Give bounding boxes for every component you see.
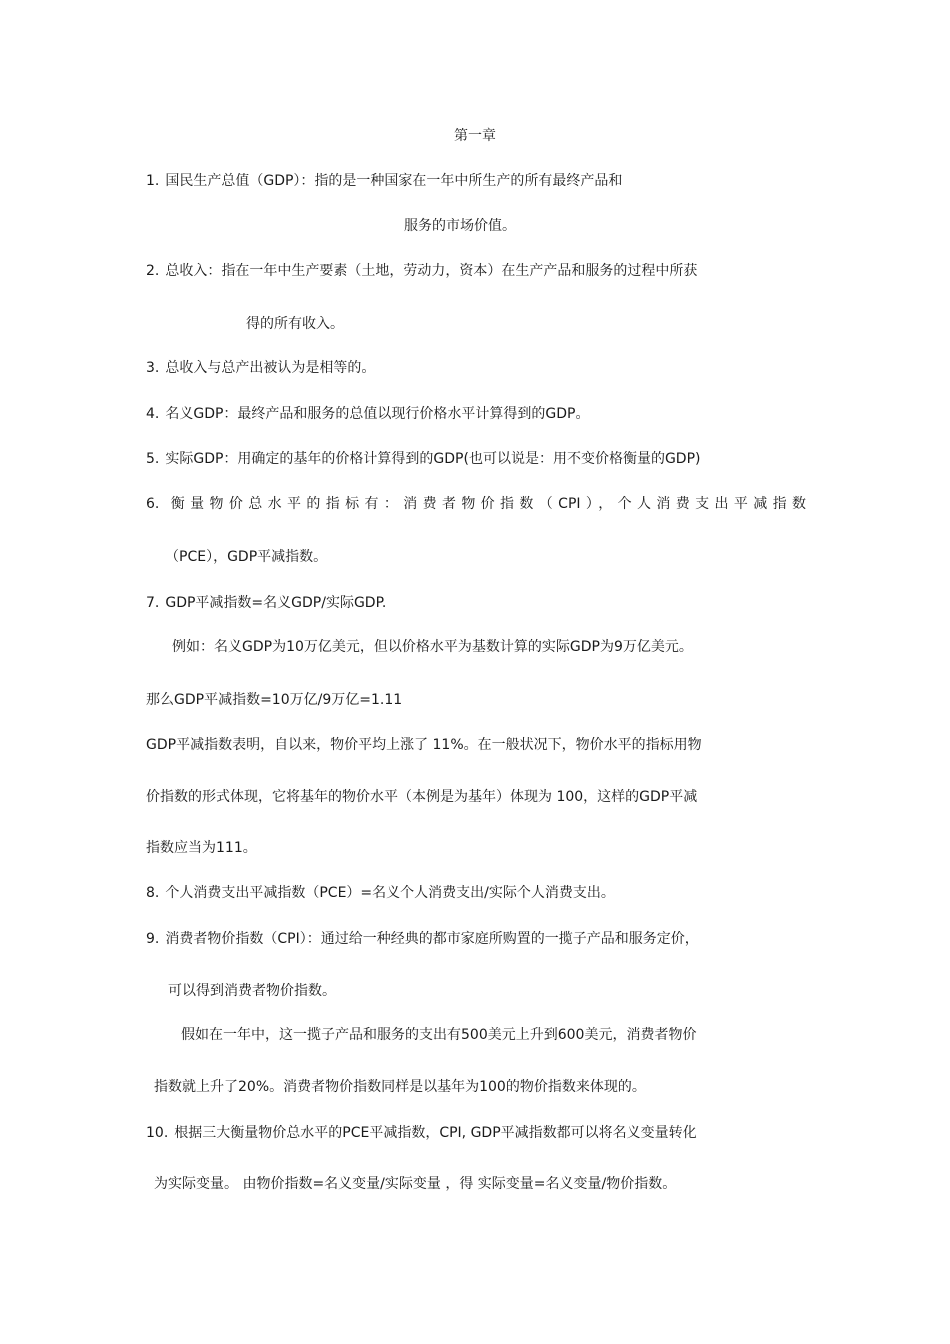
example-line: 那么GDP平减指数=10万亿/9万亿=1.11 [146,692,403,708]
item-text: 总收入与总产出被认为是相等的。 [165,360,376,376]
item-number: 8. [146,885,160,901]
item-text: 消费者物价指数（CPI）：通过给一种经典的都市家庭所购置的一揽子产品和服务定价， [165,931,699,947]
chapter-title: 第一章 [454,128,496,144]
example-line: 假如在一年中，这一揽子产品和服务的支出有500美元上升到600美元，消费者物价 [181,1027,697,1043]
list-item [146,1123,697,1143]
example-line: 价指数的形式体现，它将基年的物价水平（本例是为基年）体现为 100，这样的GDP平减 [146,789,698,805]
item-continuation: 为实际变量。 由物价指数=名义变量/实际变量 ，得 实际变量=名义变量/物价指数。 [154,1176,677,1192]
item-number: 2. [146,263,160,279]
list-item [146,929,699,949]
item-text: GDP平减指数=名义GDP/实际GDP. [165,595,387,611]
item-continuation: 服务的市场价值。 [404,218,516,234]
list-item [146,261,697,281]
list-item [146,449,701,469]
item-text: 根据三大衡量物价总水平的PCE平减指数，CPI, GDP平减指数都可以将名义变量转化 [174,1125,697,1141]
example-line: 例如：名义GDP为10万亿美元，但以价格水平为基数计算的实际GDP为9万亿美元。 [172,639,693,655]
item-number: 3. [146,360,160,376]
item-continuation: （PCE），GDP平减指数。 [165,549,328,565]
example-line: 指数应当为111。 [146,840,257,856]
item-continuation: 得的所有收入。 [246,316,344,332]
example-line: 指数就上升了20%。消费者物价指数同样是以基年为100的物价指数来体现的。 [154,1079,646,1095]
item-text: 实际GDP：用确定的基年的价格计算得到的GDP(也可以说是：用不变价格衡量的GDP) [165,451,701,467]
item-text: 总收入：指在一年中生产要素（土地，劳动力，资本）在生产产品和服务的过程中所获 [165,263,698,279]
example-line: GDP平减指数表明，自以来，物价平均上涨了 11%。在一般状况下，物价水平的指标用物 [146,737,702,753]
list-item [146,404,590,424]
item-number: 4. [146,406,160,422]
list-item [146,171,622,191]
item-continuation: 可以得到消费者物价指数。 [168,983,336,999]
list-item [146,593,386,613]
item-number: 9. [146,931,160,947]
item-number: 1. [146,173,160,189]
list-item [146,358,375,378]
item-number: 5. [146,451,160,467]
item-number: 7. [146,595,160,611]
list-item [146,494,806,514]
item-number: 6. [146,496,160,512]
list-item [146,883,615,903]
item-number: 10. [146,1125,169,1141]
item-text: 衡量物价总水平的指标有：消费者物价指数（CPI），个人消费支出平减指数 [165,496,806,512]
item-text: 国民生产总值（GDP）：指的是一种国家在一年中所生产的所有最终产品和 [165,173,623,189]
item-text: 名义GDP：最终产品和服务的总值以现行价格水平计算得到的GDP。 [165,406,590,422]
item-text: 个人消费支出平减指数（PCE）=名义个人消费支出/实际个人消费支出。 [165,885,615,901]
